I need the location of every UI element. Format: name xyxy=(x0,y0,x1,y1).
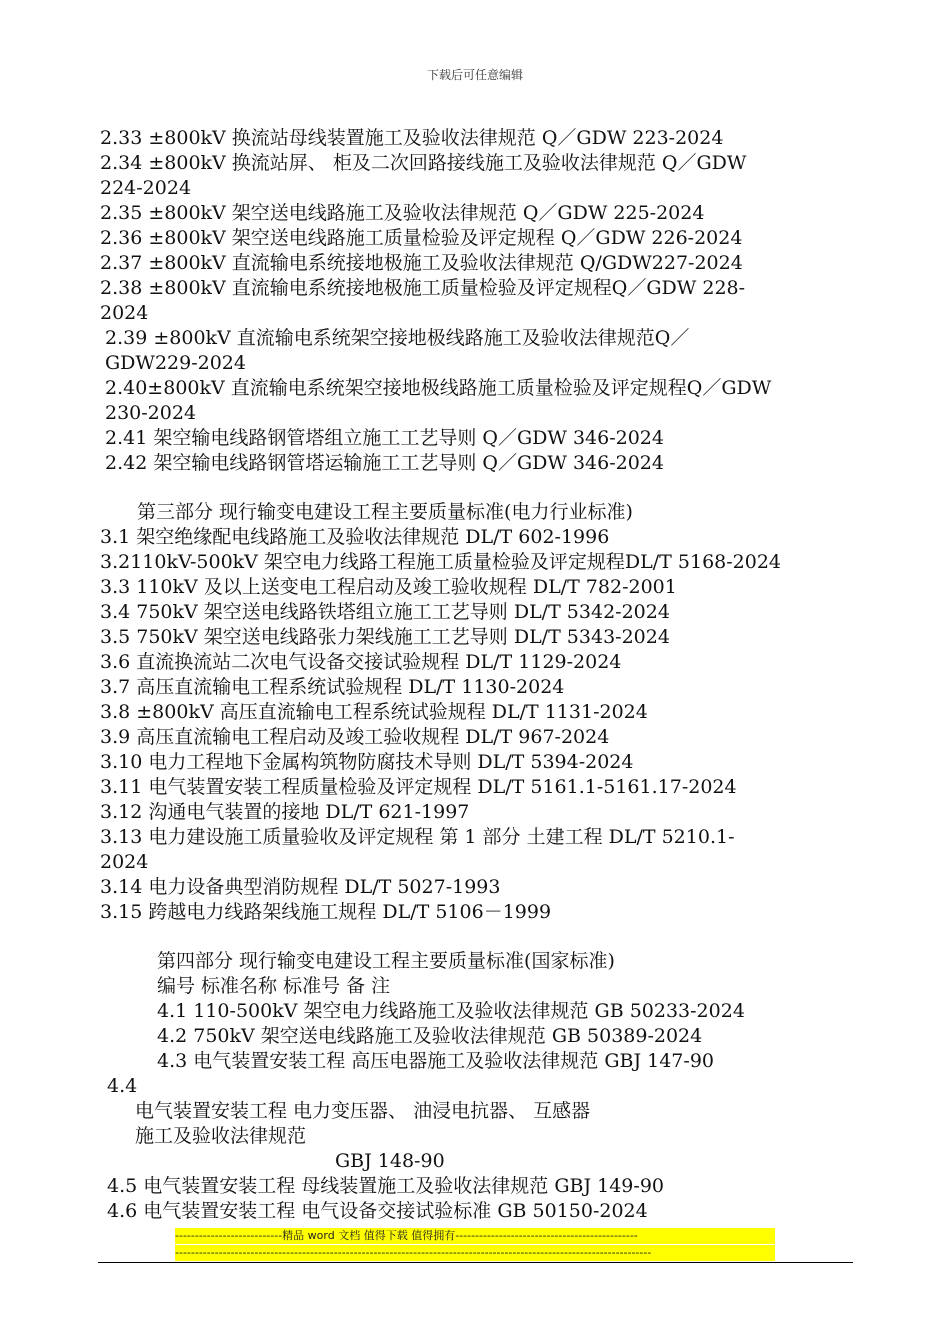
footer-banner-line-2: ------------------------------------------------------------------------------------------------------------------------ xyxy=(175,1245,775,1261)
text-line: 3.8 ±800kV 高压直流输电工程系统试验规程 DL/T 1131-2024 xyxy=(100,701,648,723)
text-line: 施工及验收法律规范 xyxy=(135,1125,307,1147)
text-line: 电气装置安装工程 电力变压器、 油浸电抗器、 互感器 xyxy=(135,1100,591,1122)
text-line: 3.13 电力建设施工质量验收及评定规程 第 1 部分 土建工程 DL/T 5210.1- xyxy=(100,826,735,848)
text-line: 4.3 电气装置安装工程 高压电器施工及验收法律规范 GBJ 147-90 xyxy=(157,1050,714,1072)
text-line: 4.2 750kV 架空送电线路施工及验收法律规范 GB 50389-2024 xyxy=(157,1025,703,1047)
text-line: 230-2024 xyxy=(105,402,197,424)
text-line: 3.6 直流换流站二次电气设备交接试验规程 DL/T 1129-2024 xyxy=(100,651,622,673)
text-line: 4.1 110-500kV 架空电力线路施工及验收法律规范 GB 50233-2024 xyxy=(157,1000,745,1022)
text-line: 编号 标准名称 标准号 备 注 xyxy=(157,975,391,997)
text-line: 3.1 架空绝缘配电线路施工及验收法律规范 DL/T 602-1996 xyxy=(100,526,610,548)
text-line: 4.5 电气装置安装工程 母线装置施工及验收法律规范 GBJ 149-90 xyxy=(107,1175,664,1197)
text-line: 3.14 电力设备典型消防规程 DL/T 5027-1993 xyxy=(100,876,501,898)
text-line: 2024 xyxy=(100,851,149,873)
text-line: 3.4 750kV 架空送电线路铁塔组立施工工艺导则 DL/T 5342-2024 xyxy=(100,601,670,623)
text-line: 3.15 跨越电力线路架线施工规程 DL/T 5106－1999 xyxy=(100,901,552,923)
text-line: 3.11 电气装置安装工程质量检验及评定规程 DL/T 5161.1-5161.17-2024 xyxy=(100,776,737,798)
text-line: GBJ 148-90 xyxy=(335,1150,445,1172)
text-line: 4.6 电气装置安装工程 电气设备交接试验标准 GB 50150-2024 xyxy=(107,1200,648,1222)
text-line: 3.7 高压直流输电工程系统试验规程 DL/T 1130-2024 xyxy=(100,676,565,698)
text-line: 2.38 ±800kV 直流输电系统接地极施工质量检验及评定规程Q／GDW 228- xyxy=(100,277,746,299)
text-line: 2.40±800kV 直流输电系统架空接地极线路施工质量检验及评定规程Q／GDW xyxy=(105,377,772,399)
text-line: 第三部分 现行输变电建设工程主要质量标准(电力行业标准) xyxy=(137,501,633,523)
text-line: 2.36 ±800kV 架空送电线路施工质量检验及评定规程 Q／GDW 226-2024 xyxy=(100,227,743,249)
text-line: 第四部分 现行输变电建设工程主要质量标准(国家标准) xyxy=(157,950,615,972)
text-line: 2.37 ±800kV 直流输电系统接地极施工及验收法律规范 Q/GDW227-2024 xyxy=(100,252,743,274)
text-line: GDW229-2024 xyxy=(105,352,246,374)
footer-banner-line-1: ---------------------------精品 word 文档 值得下载 值得拥有---------------------------------------------- xyxy=(175,1228,775,1244)
text-line: 4.4 xyxy=(107,1075,138,1097)
text-line: 2.41 架空输电线路钢管塔组立施工工艺导则 Q／GDW 346-2024 xyxy=(105,427,664,449)
text-line: 2024 xyxy=(100,302,149,324)
text-line: 2.42 架空输电线路钢管塔运输施工工艺导则 Q／GDW 346-2024 xyxy=(105,452,664,474)
text-line: 3.3 110kV 及以上送变电工程启动及竣工验收规程 DL/T 782-2001 xyxy=(100,576,677,598)
text-line: 2.35 ±800kV 架空送电线路施工及验收法律规范 Q／GDW 225-2024 xyxy=(100,202,705,224)
text-line: 224-2024 xyxy=(100,177,192,199)
text-line: 3.12 沟通电气装置的接地 DL/T 621-1997 xyxy=(100,801,470,823)
footer-rule xyxy=(98,1262,853,1263)
text-line: 2.39 ±800kV 直流输电系统架空接地极线路施工及验收法律规范Q／ xyxy=(105,327,690,349)
header-note: 下载后可任意编辑 xyxy=(426,68,523,82)
text-line: 3.5 750kV 架空送电线路张力架线施工工艺导则 DL/T 5343-2024 xyxy=(100,626,670,648)
text-line: 3.10 电力工程地下金属构筑物防腐技术导则 DL/T 5394-2024 xyxy=(100,751,634,773)
text-line: 2.33 ±800kV 换流站母线装置施工及验收法律规范 Q／GDW 223-2024 xyxy=(100,127,724,149)
text-line: 2.34 ±800kV 换流站屏、 柜及二次回路接线施工及验收法律规范 Q／GDW xyxy=(100,152,747,174)
text-line: 3.2110kV-500kV 架空电力线路工程施工质量检验及评定规程DL/T 5168-2024 xyxy=(100,551,782,573)
text-line: 3.9 高压直流输电工程启动及竣工验收规程 DL/T 967-2024 xyxy=(100,726,610,748)
